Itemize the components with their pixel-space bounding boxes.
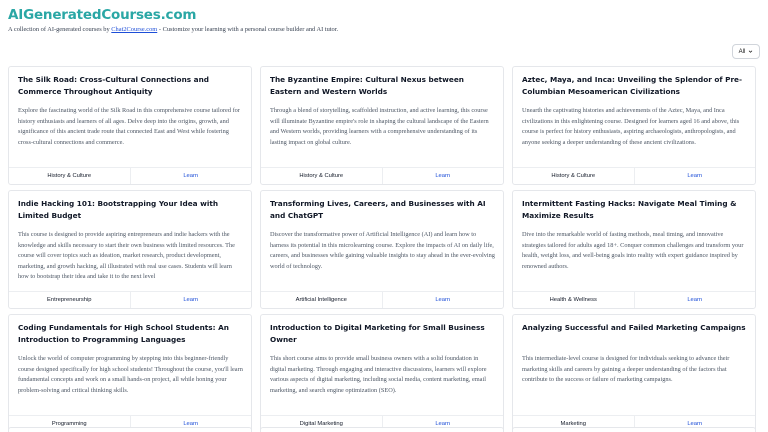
course-card [260, 190, 504, 309]
course-description: Explore the fascinating world of the Silk Road in this comprehensive course tailored for history enthusiasts and learners of all ages. Delve deep into the origins, growth, and significance of this ancient trade route that connected East and West while fostering cross-cultural connections and commerce. [18, 107, 240, 146]
course-description: This intermediate-level course is designed for individuals seeking to advance their marketing skills and careers by gaining a deeper understanding of the factors that contribute to the success or failure of marketing campaigns. [522, 355, 730, 384]
course-card-footer [261, 167, 503, 184]
learn-link[interactable]: Learn [435, 421, 451, 427]
course-category: Entrepreneurship [9, 292, 131, 308]
course-category: History & Culture [261, 168, 383, 184]
course-title: Transforming Lives, Careers, and Businesses with AI and ChatGPT [270, 199, 486, 220]
course-card-partial [260, 427, 504, 432]
course-card-footer [9, 291, 251, 308]
next-row-cards-partial [8, 427, 756, 432]
site-tagline [8, 26, 760, 33]
course-card [8, 314, 252, 432]
course-description: Unlock the world of computer programming by stepping into this beginner-friendly course designed specifically for high school students! Throughout the course, you'll learn fundamental concepts and work on a small hands-on project, all while honing your problem-solving and critical thinking skills. [18, 355, 243, 394]
course-card [260, 66, 504, 185]
course-title: Aztec, Maya, and Inca: Unveiling the Splendor of Pre-Columbian Mesoamerican Civilizations [522, 75, 743, 96]
course-category: Health & Wellness [513, 292, 635, 308]
course-category: History & Culture [513, 168, 635, 184]
course-title: Coding Fundamentals for High School Students: An Introduction to Programming Languages [18, 323, 229, 344]
course-card [8, 190, 252, 309]
course-card [512, 66, 756, 185]
course-card-partial [8, 427, 252, 432]
course-card [8, 66, 252, 185]
course-card [512, 190, 756, 309]
learn-link[interactable]: Learn [183, 297, 199, 303]
course-title: The Byzantine Empire: Cultural Nexus between Eastern and Western Worlds [270, 75, 464, 96]
course-description: Discover the transformative power of Artificial Intelligence (AI) and learn how to harness its potential in this microlearning course. Explore the impacts of AI on daily life, careers, and businesses while gaining valuable insights to stay ahead in the ever-evolving world of technology. [270, 231, 495, 270]
learn-link[interactable]: Learn [435, 297, 451, 303]
learn-link[interactable]: Learn [183, 173, 199, 179]
course-category: Artificial Intelligence [261, 292, 383, 308]
course-card-footer [9, 167, 251, 184]
course-card [512, 314, 756, 432]
course-category: Marketing [513, 416, 635, 432]
course-description: Through a blend of storytelling, scaffolded instruction, and active learning, this course will illuminate Byzantine empire's role in shaping the cultural landscape of the Eastern and Western worlds, providing learners with a comprehensive understanding of its lasting impact on global culture. [270, 107, 489, 146]
course-card-footer [513, 291, 755, 308]
course-title: Intermittent Fasting Hacks: Navigate Meal Timing & Maximize Results [522, 199, 737, 220]
course-category: History & Culture [9, 168, 131, 184]
learn-link[interactable]: Learn [435, 173, 451, 179]
chat2course-link[interactable]: Chat2Course.com [111, 26, 158, 33]
chevron-down-icon [748, 49, 753, 54]
learn-link[interactable]: Learn [687, 297, 703, 303]
course-card-footer [261, 291, 503, 308]
course-description: Dive into the remarkable world of fasting methods, meal timing, and innovative strategies tailored for adults aged 18+. Conquer common challenges and transform your health, weight loss, and well-being goals into reality with expert guidance inspired by renowned authors. [522, 231, 744, 270]
course-title: Indie Hacking 101: Bootstrapping Your Idea with Limited Budget [18, 199, 219, 220]
learn-link[interactable]: Learn [687, 173, 703, 179]
course-title: The Silk Road: Cross-Cultural Connections and Commerce Throughout Antiquity [18, 75, 209, 96]
learn-link[interactable]: Learn [687, 421, 703, 427]
filter-selected-value: All [738, 48, 746, 55]
course-card-footer [513, 167, 755, 184]
course-grid [8, 66, 756, 432]
course-category: Digital Marketing [261, 416, 383, 432]
course-description: Unearth the captivating histories and achievements of the Aztec, Maya, and Inca civilizations in this enlightening course. Designed for learners aged 16 and above, this course is perfect for history enthusiasts, aspiring archaeologists, anthropologists, and anyone seeking a deeper understanding of these ancient civilizations. [522, 107, 740, 146]
course-card [260, 314, 504, 432]
tagline-prefix: A collection of AI-generated courses by [8, 26, 112, 33]
course-title: Analyzing Successful and Failed Marketing Campaigns [522, 323, 746, 332]
course-description: This course is designed to provide aspiring entrepreneurs and indie hackers with the knowledge and skills necessary to start their own business with limited resources. The course will cover topics such as ideation, market research, product development, marketing, and growth hacking, all illustrated with real use cases. Students will learn how to bootstrap their idea and take it to the next level [18, 231, 235, 281]
course-title: Introduction to Digital Marketing for Small Business Owner [270, 323, 485, 344]
learn-link[interactable]: Learn [183, 421, 199, 427]
course-category: Programming [9, 416, 131, 432]
site-header [8, 6, 760, 33]
site-logo[interactable]: AIGeneratedCourses.com [8, 7, 197, 23]
category-filter-select[interactable] [732, 44, 760, 59]
course-description: This short course aims to provide small business owners with a solid foundation in digital marketing. Through engaging and interactive discussions, learners will explore various aspects of digital marketing, including social media, content marketing, email marketing, and search engine optimization (SEO). [270, 355, 487, 394]
tagline-suffix: - Customize your learning with a personal course builder and AI tutor. [157, 26, 339, 33]
course-card-partial [512, 427, 756, 432]
